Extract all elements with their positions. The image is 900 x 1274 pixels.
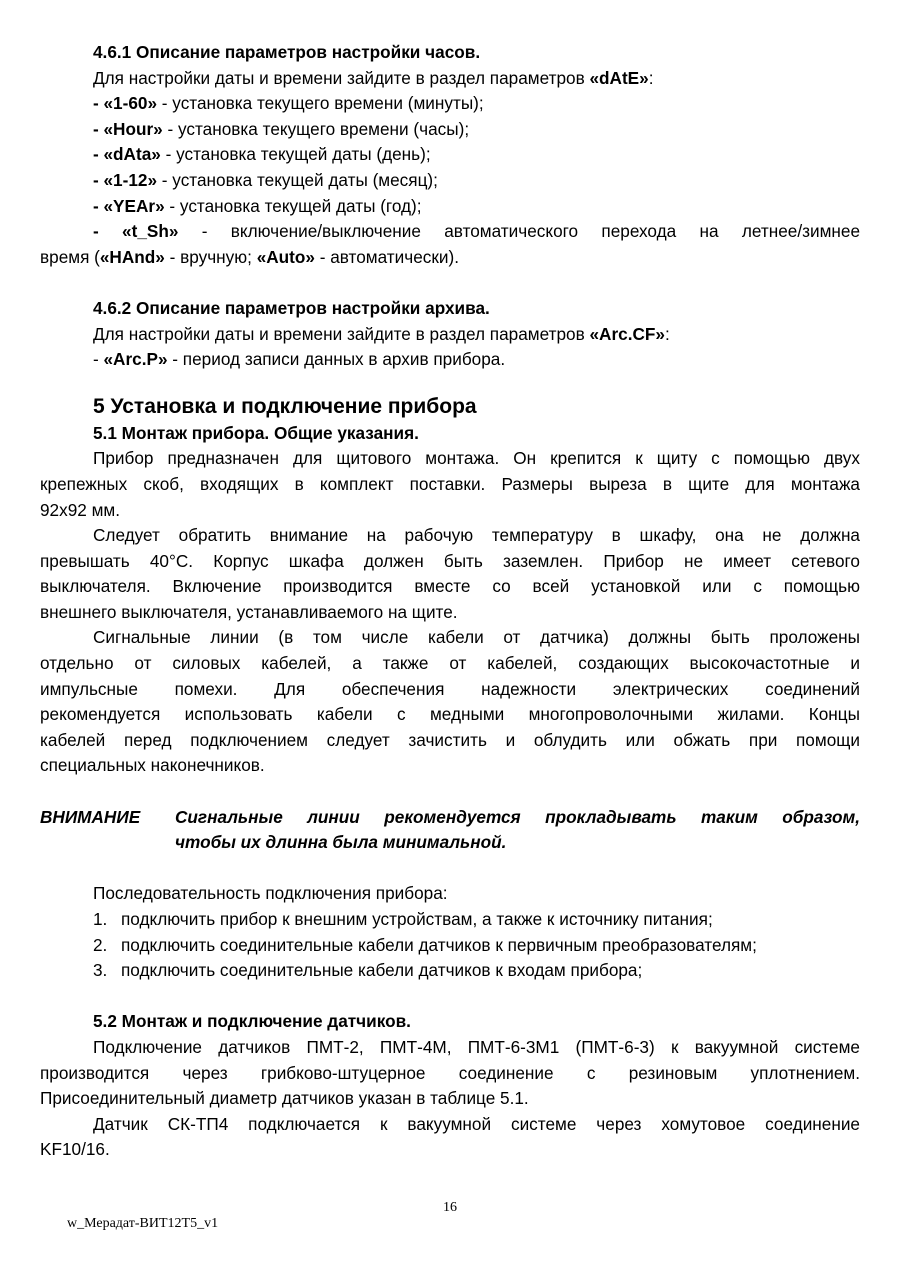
warning-text: чтобы их длинна была минимальной.: [175, 832, 507, 853]
sequence-item: 1. подключить прибор к внешним устройствам, а также к источнику питания;: [93, 909, 713, 929]
paragraph-line: Следует обратить внимание на рабочую температуру в шкафу, она не должна: [93, 525, 860, 546]
param-code: «dAta»: [103, 144, 161, 165]
paragraph-line: выключателя. Включение производится вместе со всей установкой или с помощью: [40, 576, 860, 597]
warning-text: Сигнальные линии рекомендуется прокладывать таким образом,: [175, 806, 860, 827]
param-list-item: - «YEAr» - установка текущей даты (год);: [93, 195, 422, 216]
param-list-item: - «Hour» - установка текущего времени (часы);: [93, 118, 470, 139]
paragraph-line: крепежных скоб, входящих в комплект поставки. Размеры выреза в щите для монтажа: [40, 473, 860, 494]
sequence-intro: Последовательность подключения прибора:: [93, 883, 448, 904]
spacer: [40, 984, 860, 1010]
param-code: «YEAr»: [103, 195, 165, 216]
param-code: «HAnd»: [99, 246, 165, 267]
archive-settings-intro: Для настройки даты и времени зайдите в раздел параметров «Arc.CF»:: [93, 323, 670, 344]
param-list-item: - «1-60» - установка текущего времени (минуты);: [93, 93, 484, 114]
param-code: «1-12»: [103, 169, 158, 190]
paragraph-line: 92x92 мм.: [40, 499, 121, 520]
section-4-6-1-heading: 4.6.1 Описание параметров настройки часов.: [93, 42, 481, 62]
sequence-item: 3. подключить соединительные кабели датчиков к входам прибора;: [93, 960, 643, 981]
page-number: 16: [443, 1200, 457, 1215]
paragraph-line: Датчик СК-ТП4 подключается к вакуумной системе через хомутовое соединение: [93, 1113, 860, 1134]
clock-settings-intro: Для настройки даты и времени зайдите в раздел параметров «dAtE»:: [93, 67, 654, 88]
paragraph-line: Прибор предназначен для щитового монтажа. Он крепится к щиту с помощью двух: [93, 448, 860, 469]
spacer: [40, 270, 860, 296]
document-page: [40, 40, 860, 1163]
param-code: «t_Sh»: [122, 221, 179, 242]
spacer: [40, 856, 860, 882]
param-list-item: - «Arc.P» - период записи данных в архив прибора.: [93, 349, 506, 370]
paragraph-line: кабелей перед подключением следует зачистить и облудить или обжать при помощи: [40, 729, 860, 750]
param-list-item: - «dAta» - установка текущей даты (день);: [93, 144, 431, 165]
spacer: [40, 779, 860, 805]
document-id: w_Мерадат-ВИТ12Т5_v1: [67, 1216, 219, 1231]
param-code: «Arc.P»: [103, 349, 168, 370]
paragraph-line: Сигнальные линии (в том числе кабели от датчика) должны быть проложены: [93, 627, 860, 648]
paragraph-line: KF10/16.: [40, 1139, 110, 1160]
paragraph-line: Подключение датчиков ПМТ-2, ПМТ-4М, ПМТ-6-3М1 (ПМТ-6-3) к вакуумной системе: [93, 1036, 860, 1057]
param-list-item: - «1-12» - установка текущей даты (месяц);: [93, 169, 438, 190]
param-list-item: - «t_Sh» - включение/выключение автоматического перехода на летнее/зимнее: [93, 221, 860, 242]
spacer: [40, 373, 860, 393]
section-4-6-2-heading: 4.6.2 Описание параметров настройки архива.: [93, 297, 490, 318]
param-code: «dAtE»: [589, 67, 649, 88]
paragraph-line: Присоединительный диаметр датчиков указан в таблице 5.1.: [40, 1088, 529, 1109]
paragraph-line: превышать 40°С. Корпус шкафа должен быть заземлен. Прибор не имеет сетевого: [40, 550, 860, 571]
paragraph-line: производится через грибково-штуцерное соединение с резиновым уплотнением.: [40, 1062, 860, 1083]
section-5-1-heading: 5.1 Монтаж прибора. Общие указания.: [93, 422, 419, 443]
section-5-heading: 5 Установка и подключение прибора: [93, 394, 477, 418]
section-5-2-heading: 5.2 Монтаж и подключение датчиков.: [93, 1011, 411, 1032]
param-code: «Hour»: [103, 118, 163, 139]
paragraph-line: внешнего выключателя, устанавливаемого на щите.: [40, 601, 458, 622]
warning-block: [40, 805, 860, 831]
paragraph-line: отдельно от силовых кабелей, а также от кабелей, создающих высокочастотные и: [40, 653, 860, 674]
sequence-item: 2. подключить соединительные кабели датчиков к первичным преобразователям;: [93, 934, 757, 955]
param-list-item-continuation: время («HAnd» - вручную; «Auto» - автоматически).: [40, 246, 459, 267]
paragraph-line: специальных наконечников.: [40, 755, 265, 776]
param-code: «Arc.CF»: [589, 323, 665, 344]
param-code: «Auto»: [256, 246, 315, 267]
paragraph-line: импульсные помехи. Для обеспечения надежности электрических соединений: [40, 678, 860, 699]
warning-label: ВНИМАНИЕ: [40, 806, 141, 827]
paragraph-line: рекомендуется использовать кабели с медными многопроволочными жилами. Концы: [40, 704, 860, 725]
param-code: «1-60»: [103, 93, 158, 114]
warning-block-continuation: [40, 830, 860, 856]
